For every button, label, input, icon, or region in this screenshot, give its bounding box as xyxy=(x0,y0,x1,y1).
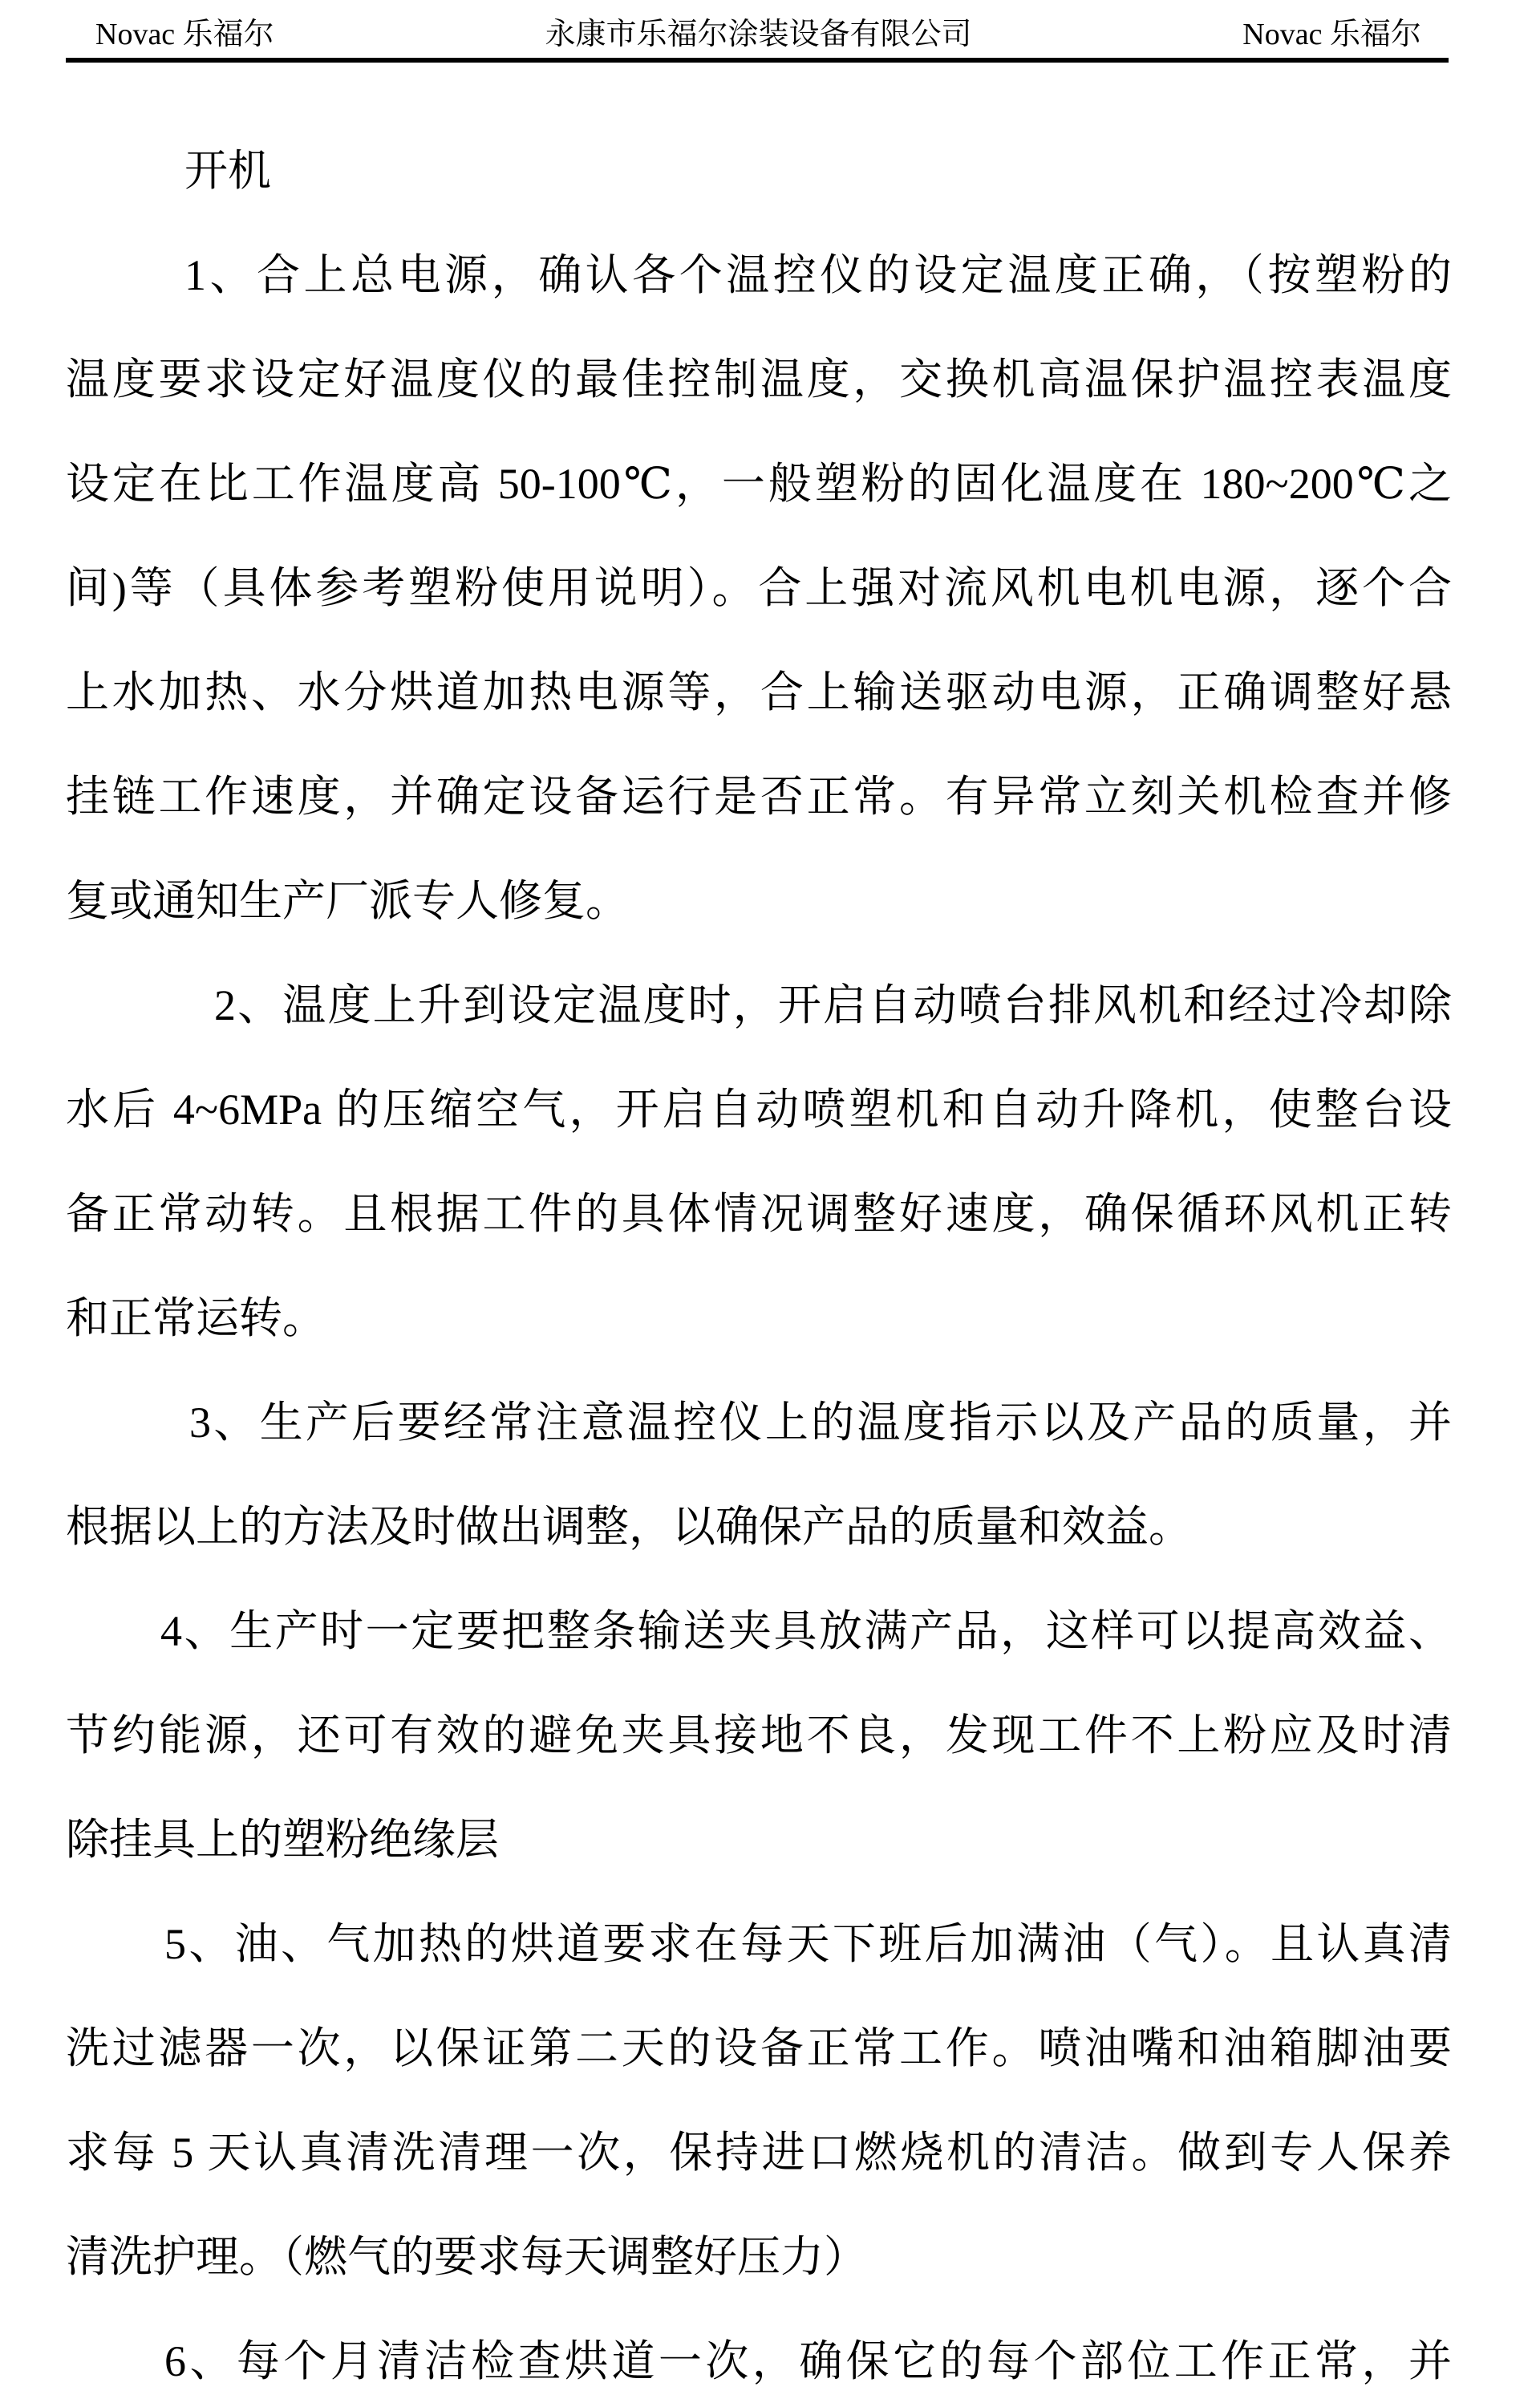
header-center-text: 永康市乐福尔涂装设备有限公司 xyxy=(545,18,972,51)
document-body xyxy=(66,119,1452,2407)
text-line: 温度要求设定好温度仪的最佳控制温度，交换机高温保护温控表温度 xyxy=(66,355,1452,404)
text-line: 上水加热、水分烘道加热电源等，合上输送驱动电源，正确调整好悬 xyxy=(66,668,1452,716)
text-line: 挂链工作速度，并确定设备运行是否正常。有异常立刻关机检查并修 xyxy=(66,773,1452,821)
text-line: 和正常运转。 xyxy=(66,1294,326,1342)
text-line: 复或通知生产厂派专人修复。 xyxy=(66,877,629,925)
text-line: 1、合上总电源，确认各个温控仪的设定温度正确，（按塑粉的 xyxy=(184,251,1452,299)
header-rule xyxy=(66,58,1449,63)
text-line: 4、生产时一定要把整条输送夹具放满产品，这样可以提高效益、 xyxy=(160,1607,1452,1655)
header-left-text: Novac 乐福尔 xyxy=(95,18,274,51)
text-line: 设定在比工作温度高 50-100℃，一般塑粉的固化温度在 180~200℃之 xyxy=(66,460,1452,508)
text-line: 除挂具上的塑粉绝缘层 xyxy=(66,1816,499,1864)
text-line: 根据以上的方法及时做出调整，以确保产品的质量和效益。 xyxy=(66,1503,1192,1551)
text-line: 节约能源，还可有效的避免夹具接地不良，发现工件不上粉应及时清 xyxy=(66,1711,1452,1760)
page-header xyxy=(95,18,1421,51)
text-line: 备正常动转。且根据工件的具体情况调整好速度，确保循环风机正转 xyxy=(66,1190,1452,1238)
text-line: 洗过滤器一次，以保证第二天的设备正常工作。喷油嘴和油箱脚油要 xyxy=(66,2024,1452,2072)
section-title: 开机 xyxy=(184,147,271,195)
text-line: 5、油、气加热的烘道要求在每天下班后加满油（气）。且认真清 xyxy=(164,1920,1452,1968)
text-line: 2、温度上升到设定温度时，开启自动喷台排风机和经过冷却除 xyxy=(214,981,1452,1029)
header-right-text: Novac 乐福尔 xyxy=(1242,18,1421,51)
text-line: 6、每个月清洁检查烘道一次，确保它的每个部位工作正常，并 xyxy=(164,2337,1452,2385)
text-line: 清洗护理。（燃气的要求每天调整好压力） xyxy=(66,2233,867,2281)
text-line: 间)等（具体参考塑粉使用说明）。合上强对流风机电机电源，逐个合 xyxy=(66,564,1452,612)
text-line: 求每 5 天认真清洗清理一次，保持进口燃烧机的清洁。做到专人保养 xyxy=(66,2129,1452,2177)
text-line: 水后 4~6MPa 的压缩空气，开启自动喷塑机和自动升降机，使整台设 xyxy=(66,1086,1452,1134)
text-line: 3、生产后要经常注意温控仪上的温度指示以及产品的质量，并 xyxy=(189,1398,1452,1447)
